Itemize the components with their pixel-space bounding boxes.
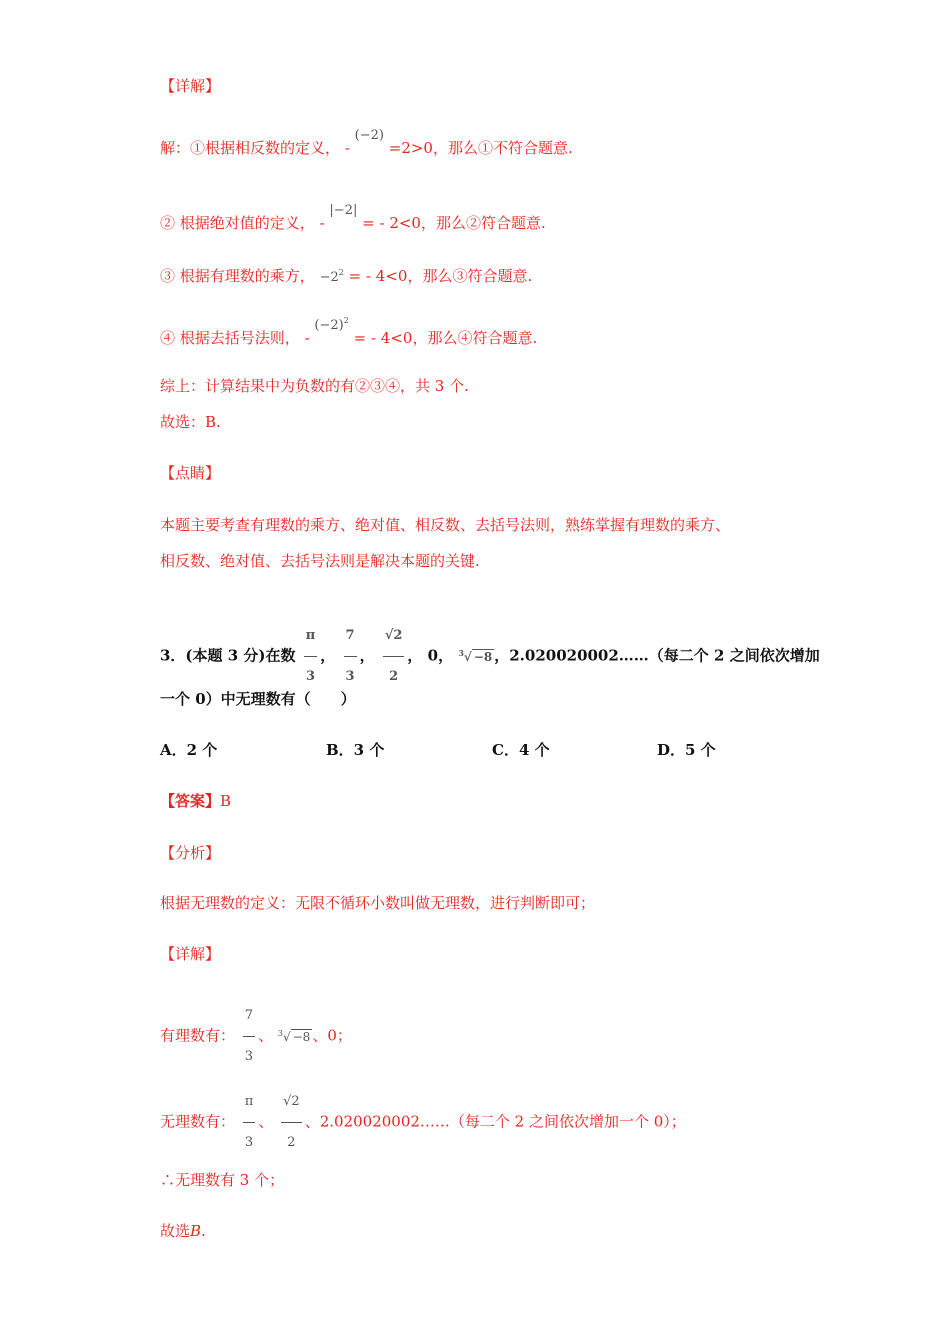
neg-sign: - [304,329,310,347]
section-highlight: 【点睛】 [160,464,221,482]
fraction-pi-over-3: $\frac{\pi}{3}$ [243,1082,256,1163]
comma: ， [407,646,423,665]
neg-sign: - [344,139,350,157]
rational-tail: 、0； [312,1026,352,1045]
option-b: B．3 个 [326,741,385,759]
solution-line-4-result: = - 4<0，那么④符合题意. [353,329,538,347]
section-answer: 【答案】 [160,792,221,810]
solution-line-2 [160,203,546,235]
analysis-text: 根据无理数的定义：无限不循环小数叫做无理数，进行判断即可； [160,894,596,912]
comma: ， [438,646,454,665]
comma: ， [359,646,375,665]
solution-line-4 [160,316,538,350]
neg-sign: - [319,214,325,232]
solution-line-4-text: ④ 根据去括号法则， [160,329,300,347]
highlight-line-2: 相反数、绝对值、去括号法则是解决本题的关键. [160,552,480,570]
cube-root-neg8: $^3$√ −8 [277,1028,311,1044]
solution-line-1-text: 解：①根据相反数的定义， [160,139,341,157]
option-c: C．4 个 [492,741,550,759]
section-detail-1: 【详解】 [160,77,221,95]
solution-line-1-result: =2>0，那么①不符合题意. [388,139,573,157]
irrational-tail: 、2.020020002……（每二个 2 之间依次增加一个 0）； [304,1112,686,1131]
solution-line-2-text: ② 根据绝对值的定义， [160,214,315,232]
question-tail: ，2.020020002……（每二个 2 之间依次增加 [494,646,820,665]
final-choice-letter: B [190,1222,202,1240]
highlight-line-1: 本题主要考查有理数的乘方、绝对值、相反数、去括号法则，熟练掌握有理数的乘方、 [160,516,731,534]
option-d: D．5 个 [657,741,716,759]
question-prefix: 3．(本题 3 分)在数 [160,646,296,665]
irrational-label: 无理数有： [160,1112,236,1131]
fraction-sqrt2-over-2: $\frac{√2}{2}$ [281,1082,302,1163]
rational-label: 有理数有： [160,1026,236,1045]
solution-choice: 故选：B. [160,413,221,431]
solution-line-3-result: = - 4<0，那么③符合题意. [348,267,533,285]
final-choice [160,1221,206,1241]
solution-line-1 [160,128,573,160]
solution-summary: 综上：计算结果中为负数的有②③④，共 3 个. [160,377,469,395]
math-expr: |−2| [329,203,358,218]
section-detail-2: 【详解】 [160,945,221,963]
fraction-7-over-3: $\frac{7}{3}$ [344,616,357,697]
final-dot: . [201,1222,206,1240]
math-exponent: 2 [338,268,344,277]
math-expr: (−2) [314,318,344,333]
option-a: A．2 个 [160,741,218,759]
answer-line [160,791,231,811]
cube-root-neg8: $^3$√ −8 [458,647,493,664]
section-analysis: 【分析】 [160,844,221,862]
fraction-7-over-3: $\frac{7}{3}$ [243,996,255,1077]
math-expr: −2 [319,270,339,285]
separator: 、 [258,1026,274,1045]
solution-line-2-result: = - 2<0，那么②符合题意. [362,214,546,232]
rational-line [160,996,352,1077]
zero-value: 0 [427,646,439,665]
solution-line-3-text: ③ 根据有理数的乘方， [160,267,315,285]
math-expr: (−2) [354,128,384,143]
question-3-line-2: 一个 0）中无理数有（ ） [160,690,356,708]
answer-value: B [220,792,232,810]
irrational-line [160,1082,686,1163]
separator: 、 [258,1112,274,1131]
math-exponent: 2 [343,316,349,325]
final-choice-text: 故选 [160,1222,191,1240]
fraction-sqrt2-over-2: $\frac{√2}{2}$ [383,616,405,697]
fraction-pi-over-3: $\frac{\pi}{3}$ [304,616,318,697]
question-3-line-1 [160,616,820,697]
irrational-count: ∴无理数有 3 个； [160,1171,285,1189]
solution-line-3 [160,263,532,288]
comma: ， [320,646,336,665]
